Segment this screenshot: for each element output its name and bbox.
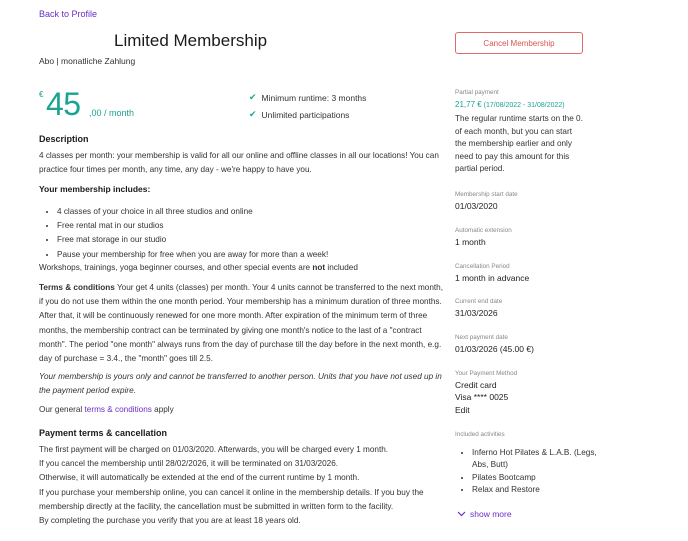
back-to-profile-link[interactable]: Back to Profile: [39, 9, 98, 19]
terms-italic-note: Your membership is yours only and cannot be transferred to another person. Units that you have not used up in the payment period expire.: [39, 372, 442, 396]
start-date-value: 01/03/2020: [455, 201, 498, 211]
description-heading: Description: [39, 134, 89, 144]
current-end-date-value: 31/03/2026: [455, 308, 498, 318]
show-more-label: show more: [470, 509, 512, 519]
partial-payment-value: [455, 100, 565, 109]
feature-label: Unlimited participations: [261, 109, 350, 120]
cancellation-period-value: 1 month in advance: [455, 273, 530, 283]
includes-list: [39, 205, 437, 262]
general-terms: [39, 403, 444, 417]
payment-method-value: Credit card: [455, 380, 497, 390]
general-after: apply: [151, 405, 174, 414]
list-item: • Pause your membership for free when you are away for more than a week!: [57, 248, 437, 262]
payment-method-label: Your Payment Method: [455, 370, 518, 377]
terms-heading: Terms & conditions: [39, 283, 115, 292]
activities-list: [455, 447, 602, 497]
auto-extension-value: 1 month: [455, 237, 486, 247]
check-icon: ✔: [249, 92, 257, 102]
payment-line: If you cancel the membership until 28/02/2026, it will be terminated on 31/03/2026.: [39, 459, 339, 469]
card-value: Visa **** 0025: [455, 392, 509, 402]
includes-note-bold: not: [312, 263, 326, 272]
payment-terms-heading: Payment terms & cancellation: [39, 428, 168, 438]
terms-paragraph: [39, 281, 444, 366]
partial-payment-amount: 21,77 €: [455, 100, 482, 109]
check-icon: ✔: [249, 109, 257, 119]
included-activities-label: Included activities: [455, 431, 505, 438]
includes-heading: Your membership includes:: [39, 184, 151, 194]
payment-line: By completing the purchase you verify that you are at least 18 years old.: [39, 516, 301, 526]
includes-note: [39, 261, 444, 275]
list-item: • Inferno Hot Pilates & L.A.B. (Legs, Abs, Butt): [472, 447, 602, 472]
description-text: 4 classes per month: your membership is valid for all our online and offline classes in all our locations! You can practice four times per month, any time, any day - we're happy to have you.: [39, 151, 439, 175]
next-payment-value: 01/03/2026 (45.00 €): [455, 344, 534, 354]
price-amount: 45: [46, 86, 81, 122]
partial-payment-label: Partial payment: [455, 89, 499, 96]
feature-minimum-runtime: [249, 92, 366, 103]
page-title: Limited Membership: [114, 31, 268, 50]
price-currency: €: [39, 90, 44, 99]
membership-subtitle: Abo | monatliche Zahlung: [39, 56, 136, 66]
price-period: ,00 / month: [89, 108, 135, 118]
terms-text: Your get 4 units (classes) per month. Your 4 units cannot be transferred to the next month, if you do not use them within the one month period. Your membership has a minimum duration of three months. After that, it will be continuously renewed for one more month. After expiration of the minimum term of three months, the membership contract can be terminated by giving one month's notice to the last of a "contract month". The period "one month" always runs from the day of purchase till the day before in the next month, e.g. day of purchase = 3.4., the "month" goes till 2.5.: [39, 283, 443, 364]
terms-conditions-link[interactable]: terms & conditions: [84, 405, 152, 414]
list-item: • Relax and Restore: [472, 484, 602, 496]
partial-payment-text: The regular runtime starts on the 0. of each month, but you can start the membership earlier and only need to pay this amount for this partial period.: [455, 114, 583, 174]
payment-line: If you purchase your membership online, you can cancel it online in the membership details. If you buy the membership directly at the facility, the cancellation must be submitted in written form to the facility.: [39, 487, 424, 511]
next-payment-label: Next payment date: [455, 334, 508, 341]
payment-line: The first payment will be charged on 01/03/2020. Afterwards, you will be charged every 1 month.: [39, 445, 389, 454]
cancellation-period-label: Cancellation Period: [455, 263, 510, 270]
auto-extension-label: Automatic extension: [455, 227, 512, 234]
general-before: Our general: [39, 405, 85, 414]
feature-unlimited-participations: [249, 109, 349, 120]
chevron-down-icon: [457, 511, 466, 517]
includes-note-before: Workshops, trainings, yoga beginner courses, and other special events are: [39, 263, 313, 272]
payment-terms-text: [39, 443, 444, 528]
list-item: • Free mat storage in our studio: [57, 233, 437, 247]
list-item: • Pilates Bootcamp: [472, 472, 602, 484]
show-more-button[interactable]: [457, 509, 512, 519]
payment-line: Otherwise, it will automatically be extended at the end of the current runtime by 1 month.: [39, 473, 360, 483]
current-end-date-label: Current end date: [455, 298, 503, 305]
cancel-membership-button[interactable]: Cancel Membership: [455, 32, 583, 54]
start-date-label: Membership start date: [455, 191, 518, 198]
edit-payment-link[interactable]: Edit: [455, 405, 470, 415]
partial-payment-range: (17/08/2022 - 31/08/2022): [481, 102, 565, 109]
feature-label: Minimum runtime: 3 months: [261, 92, 367, 103]
list-item: • Free rental mat in our studios: [57, 219, 437, 233]
includes-note-after: included: [325, 263, 358, 272]
list-item: • 4 classes of your choice in all three studios and online: [57, 205, 437, 219]
